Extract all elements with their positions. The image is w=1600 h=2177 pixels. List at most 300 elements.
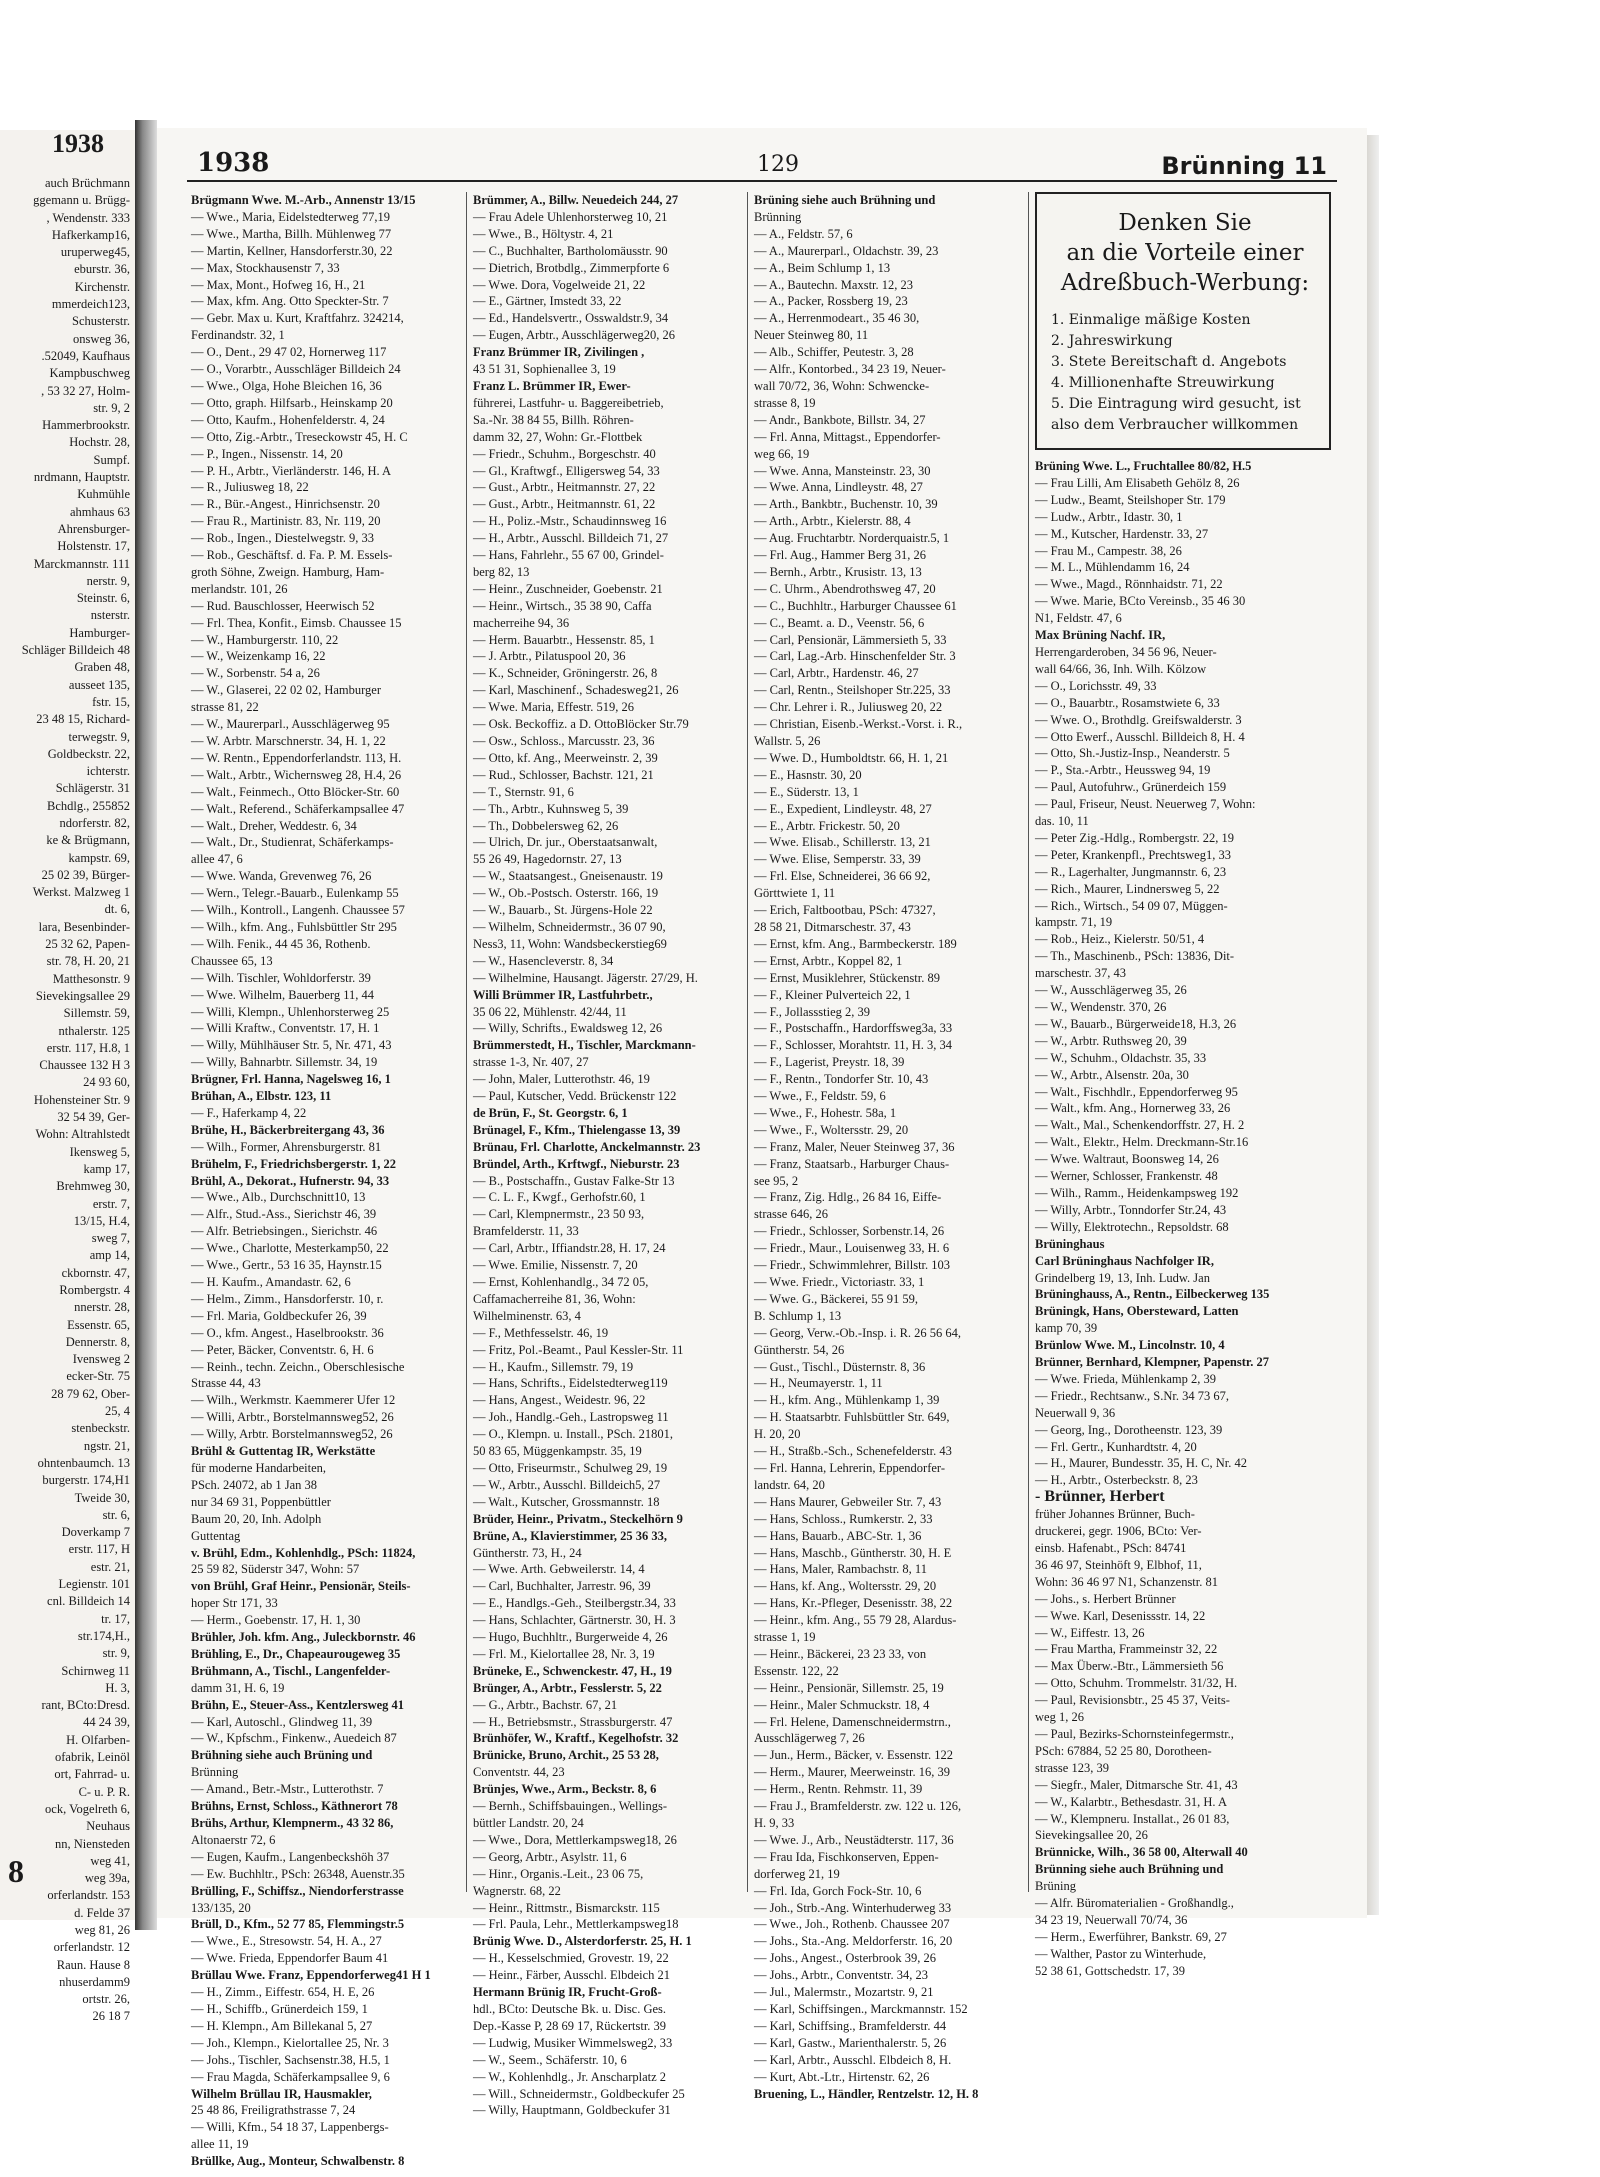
directory-entry-line: — Willy, Arbtr. Borstelmannsweg52, 26 xyxy=(191,1427,393,1442)
directory-entry-line: — Wwe. Waltraut, Boonsweg 14, 26 xyxy=(1035,1152,1219,1167)
left-fragment-line: Schlägerstr. 31 xyxy=(55,781,130,796)
left-fragment-line: C- u. P. R. xyxy=(78,1784,130,1799)
left-fragment-line: str. 9, xyxy=(102,1646,130,1661)
directory-entry-line: — F., Rentn., Tondorfer Str. 10, 43 xyxy=(754,1072,929,1087)
directory-entry-line: — Ludw., Beamt, Steilshoper Str. 179 xyxy=(1035,492,1226,507)
column-2 xyxy=(473,192,741,2119)
left-fragment-line: Steinstr. 6, xyxy=(76,591,130,606)
directory-entry-line: — T., Sternstr. 91, 6 xyxy=(473,784,574,799)
directory-entry-line: — Joh., Strb.-Ang. Winterhuderweg 33 xyxy=(754,1900,952,1915)
left-fragment-line: Dennerstr. 8, xyxy=(65,1334,130,1349)
directory-entry-line: — Georg, Verw.-Ob.-Insp. i. R. 26 56 64, xyxy=(754,1325,962,1340)
directory-entry-line: — Wwe. Wilhelm, Bauerberg 11, 44 xyxy=(191,987,375,1002)
directory-entry-line: — Jun., Herm., Bäcker, v. Essenstr. 122 xyxy=(754,1748,954,1763)
page-edge xyxy=(1367,135,1379,1915)
directory-entry-line: — Gust., Arbtr., Heitmannstr. 61, 22 xyxy=(473,497,656,512)
directory-entry-line: — W., Eiffestr. 13, 26 xyxy=(1035,1625,1145,1640)
left-fragment-line: H. 3, xyxy=(105,1680,130,1695)
directory-entry-line: — Hans, kf. Ang., Woltersstr. 29, 20 xyxy=(754,1579,937,1594)
directory-entry-line: — Hans, Fahrlehr., 55 67 00, Grindel- xyxy=(473,548,664,563)
directory-entry-line: Franz Brümmer IR, Zivilingen , xyxy=(473,345,645,360)
directory-entry-line: 52 38 61, Gottschedstr. 17, 39 xyxy=(1035,1963,1185,1978)
column-divider xyxy=(1028,192,1029,1892)
directory-entry-line: wall 64/66, 36, Inh. Wilh. Kölzow xyxy=(1035,661,1207,676)
directory-entry-line: — C. L. F., Kwgf., Gerhofstr.60, 1 xyxy=(473,1190,646,1205)
left-fragment-line: rant, BCto:Dresd. xyxy=(41,1698,130,1713)
directory-entry-line: Brühelm, F., Friedrichsbergerstr. 1, 22 xyxy=(191,1156,396,1171)
directory-entry-line: H. 20, 20 xyxy=(754,1427,801,1442)
left-fragment-line: Hafkerkamp16, xyxy=(51,227,130,242)
directory-entry-line: — C., Beamt. a. D., Veenstr. 56, 6 xyxy=(754,615,925,630)
directory-entry-line: — Wwe., Maria, Eidelstedterweg 77,19 xyxy=(191,209,391,224)
directory-entry-line: — A., Packer, Rossberg 19, 23 xyxy=(754,294,908,309)
directory-entry-line: — Franz, Zig. Hdlg., 26 84 16, Eiffe- xyxy=(754,1190,942,1205)
directory-entry-line: — Walt., Arbtr., Wichernsweg 28, H.4, 26 xyxy=(191,767,402,782)
directory-entry-line: — R., Bür.-Angest., Hinrichsenstr. 20 xyxy=(191,497,380,512)
left-fragment-line: ortstr. 26, xyxy=(82,1992,130,2007)
directory-entry-line: — Frl. Ida, Gorch Fock-Str. 10, 6 xyxy=(754,1883,922,1898)
directory-entry-line: — Gust., Arbtr., Heitmannstr. 27, 22 xyxy=(473,480,656,495)
left-fragment-line: ke & Brügmann, xyxy=(46,833,130,848)
left-fragment-line: str.174,H., xyxy=(77,1628,130,1643)
directory-entry-line: — Hugo, Buchhltr., Burgerweide 4, 26 xyxy=(473,1630,668,1645)
directory-entry-line: — H., Neumayerstr. 1, 11 xyxy=(754,1376,883,1391)
directory-entry-line: — Otto Ewerf., Ausschl. Billdeich 8, H. 4 xyxy=(1035,729,1245,744)
directory-entry-line: — Friedr., Schwimmlehrer, Billstr. 103 xyxy=(754,1258,951,1273)
left-fragment-line: Rombergstr. 4 xyxy=(59,1283,130,1297)
directory-entry-line: — Werner, Schlosser, Frankenstr. 48 xyxy=(1035,1169,1218,1184)
directory-entry-line: — Martin, Kellner, Hansdorferstr.30, 22 xyxy=(191,243,393,258)
directory-entry-line: Wilhelminenstr. 63, 4 xyxy=(473,1308,581,1323)
directory-entry-line: — M. L., Mühlendamm 16, 24 xyxy=(1035,560,1190,575)
left-fragment-line: stenbeckstr. xyxy=(71,1421,130,1436)
directory-entry-line: — W. Rentn., Eppendorferlandstr. 113, H. xyxy=(191,750,402,765)
directory-entry-line: — R., Juliusweg 18, 22 xyxy=(191,480,309,495)
directory-entry-line: Brühn, E., Steuer-Ass., Kentzlersweg 41 xyxy=(191,1697,405,1712)
directory-entry-line: — W., Arbtr. Ruthsweg 20, 39 xyxy=(1035,1033,1187,1048)
directory-entry-line: — Heinr., Wirtsch., 35 38 90, Caffa xyxy=(473,598,652,613)
directory-entry-line: — Hans, Schrifts., Eidelstedterweg119 xyxy=(473,1376,668,1391)
left-fragment-line: Hohensteiner Str. 9 xyxy=(33,1092,130,1107)
ad-points xyxy=(1051,310,1319,436)
directory-entry-line: Brüning xyxy=(1035,1879,1076,1894)
directory-entry-line: — Frau Ida, Fischkonserven, Eppen- xyxy=(754,1849,939,1864)
left-fragment-line: Sumpf. xyxy=(93,452,130,467)
directory-entry-line: — Eugen, Kaufm., Langenbeckshöh 37 xyxy=(191,1849,390,1864)
directory-entry-line: — Heinr., Färber, Ausschl. Elbdeich 21 xyxy=(473,1968,671,1983)
left-fragment-line: Kuhmühle xyxy=(77,487,130,502)
directory-entry-line: — Wilh., Kontroll., Langenh. Chaussee 57 xyxy=(191,903,405,918)
left-fragment-line: 44 24 39, xyxy=(83,1715,130,1730)
directory-entry-line: — Reinh., techn. Zeichn., Oberschlesische xyxy=(191,1359,405,1374)
directory-entry-line: Brühan, A., Elbstr. 123, 11 xyxy=(191,1089,332,1104)
directory-entry-line: — W., Weizenkamp 16, 22 xyxy=(191,649,326,664)
directory-entry-line: — Ulrich, Dr. jur., Oberstaatsanwalt, xyxy=(473,835,658,850)
left-fragment-line: Chaussee 132 H 3 xyxy=(39,1058,130,1073)
directory-entry-line: — Wwe. Anna, Lindleystr. 48, 27 xyxy=(754,480,923,495)
left-fragment-line: ecker-Str. 75 xyxy=(66,1369,130,1384)
left-fragment-line: Schirnweg 11 xyxy=(61,1663,130,1678)
directory-entry-line: — Wwe. Anna, Mansteinstr. 23, 30 xyxy=(754,463,931,478)
directory-entry-line: — A., Feldstr. 57, 6 xyxy=(754,226,853,241)
directory-entry-line: — Karl, Schiffsing., Bramfelderstr. 44 xyxy=(754,2018,947,2033)
directory-entry-line: — Wwe., F., Hohestr. 58a, 1 xyxy=(754,1105,897,1120)
directory-entry-line: — W., Kohlenhdlg., Jr. Anscharplatz 2 xyxy=(473,2069,667,2084)
directory-entry-line: Brüninghauss, A., Rentn., Eilbeckerweg 135 xyxy=(1035,1287,1270,1302)
directory-entry-line: landstr. 64, 20 xyxy=(754,1477,825,1492)
directory-entry-line: Hermann Brünig IR, Frucht-Groß- xyxy=(473,1985,662,2000)
directory-entry-line: — Osw., Schloss., Marcusstr. 23, 36 xyxy=(473,734,655,748)
directory-entry-line: — Carl, Pensionär, Lämmersieth 5, 33 xyxy=(754,632,947,647)
directory-entry-line: — F., Haferkamp 4, 22 xyxy=(191,1105,307,1120)
header-year: 1938 xyxy=(197,148,270,178)
directory-entry-line: — Frau Adele Uhlenhorsterweg 10, 21 xyxy=(473,209,668,224)
directory-entry-line: früher Johannes Brünner, Buch- xyxy=(1035,1507,1195,1522)
directory-entry-line: Brümmerstedt, H., Tischler, Marckmann- xyxy=(473,1038,696,1053)
directory-page xyxy=(157,128,1367,2169)
directory-entry-line: — Ernst, kfm. Ang., Barmbeckerstr. 189 xyxy=(754,936,957,951)
left-fragment-line: Ahrensburger- xyxy=(57,521,130,536)
left-fragment-line: cnl. Billdeich 14 xyxy=(47,1594,130,1609)
left-fragment-line: , Wendenstr. 333 xyxy=(46,210,130,225)
directory-entry-line: — H., kfm. Ang., Mühlenkamp 1, 39 xyxy=(754,1393,940,1408)
directory-entry-line: — Wilh. Fenik., 44 45 36, Rothenb. xyxy=(191,936,371,951)
directory-entry-line: Baum 20, 20, Inh. Adolph xyxy=(191,1511,322,1526)
directory-entry-line: — Joh., Handlg.-Geh., Lastropsweg 11 xyxy=(473,1410,669,1425)
directory-entry-line: Brünicke, Bruno, Archit., 25 53 28, xyxy=(473,1748,659,1763)
left-fragment-line: weg 81, 26 xyxy=(74,1922,130,1937)
directory-entry-line: — Paul, Revisionsbtr., 25 45 37, Veits- xyxy=(1035,1693,1230,1708)
directory-entry-line: — W., Maurerparl., Ausschlägerweg 95 xyxy=(191,717,390,732)
directory-entry-line: berg 82, 13 xyxy=(473,564,530,579)
left-fragment-line: Ikensweg 5, xyxy=(69,1144,130,1159)
directory-entry-line: — W., Hasencleverstr. 8, 34 xyxy=(473,953,614,968)
directory-entry-line: — Hinr., Organis.-Leit., 23 06 75, xyxy=(473,1866,644,1881)
left-fragment-line: ngstr. 21, xyxy=(83,1438,130,1453)
directory-entry-line: — W. Arbtr. Marschnerstr. 34, H. 1, 22 xyxy=(191,734,386,748)
left-fragment-line: erstr. 117, H.8, 1 xyxy=(46,1040,130,1055)
directory-entry-line: — Heinr., Zuschneider, Goebenstr. 21 xyxy=(473,581,663,596)
column-4 xyxy=(1035,192,1331,1980)
directory-entry-line: — Walt., Referend., Schäferkampsallee 47 xyxy=(191,801,405,816)
directory-entry-line: — Ludw., Arbtr., Idastr. 30, 1 xyxy=(1035,509,1183,524)
directory-entry-line: — Arth., Arbtr., Kielerstr. 88, 4 xyxy=(754,514,911,529)
directory-entry-line: Brünnicke, Wilh., 36 58 00, Alterwall 40 xyxy=(1035,1845,1248,1860)
left-fragment-line: 25 32 62, Papen- xyxy=(45,937,130,952)
directory-entry-line: merlandstr. 101, 26 xyxy=(191,581,288,596)
directory-entry-line: — Walt., Kutscher, Grossmannstr. 18 xyxy=(473,1494,660,1509)
left-fragment-line: Neuhaus xyxy=(86,1819,130,1834)
column-divider xyxy=(466,192,467,1892)
directory-entry-line: strasse 1, 19 xyxy=(754,1630,816,1645)
directory-entry-line: — Johs., Tischler, Sachsenstr.38, H.5, 1 xyxy=(191,2052,390,2067)
directory-entry-line: Brünning xyxy=(754,209,802,224)
directory-entry-line: allee 11, 19 xyxy=(191,2137,249,2152)
directory-entry-line: — Alfr. Betriebsingen., Sierichstr. 46 xyxy=(191,1224,378,1239)
directory-entry-line: — W., Arbtr., Alsenstr. 20a, 30 xyxy=(1035,1067,1189,1082)
directory-entry-line: — Herm., Ewerführer, Bankstr. 69, 27 xyxy=(1035,1929,1227,1944)
directory-entry-line: — Wwe., Olga, Hohe Bleichen 16, 36 xyxy=(191,378,382,393)
directory-entry-line: — Frl. Helene, Damenschneidermstrn., xyxy=(754,1714,951,1729)
directory-entry-line: — Wwe. Dora, Vogelweide 21, 22 xyxy=(473,277,646,292)
directory-entry-line: — O., Klempn. u. Install., PSch. 21801, xyxy=(473,1427,673,1442)
left-fragment-line: lara, Besenbinder- xyxy=(38,919,130,934)
directory-entry-line: — Paul, Friseur, Neust. Neuerweg 7, Wohn: xyxy=(1035,797,1256,812)
directory-entry-line: — Heinr., Bäckerei, 23 23 33, von xyxy=(754,1646,927,1661)
directory-entry-line: — Walt., Fischhdlr., Eppendorferweg 95 xyxy=(1035,1084,1238,1099)
left-fragment-line: Tweide 30, xyxy=(74,1490,130,1505)
directory-entry-line: — H., Arbtr., Ausschl. Billdeich 71, 27 xyxy=(473,531,669,546)
ad-point: 5. Die Eintragung wird gesucht, ist also dem Verbraucher willkommen xyxy=(1051,396,1301,433)
directory-entry-line: Brüning Wwe. L., Fruchtallee 80/82, H.5 xyxy=(1035,459,1252,473)
directory-entry-line: — C. Uhrm., Abendrothsweg 47, 20 xyxy=(754,581,936,596)
directory-entry-line: — Wwe. Wanda, Grevenweg 76, 26 xyxy=(191,869,372,884)
directory-entry-line: — Eugen, Arbtr., Ausschlägerweg20, 26 xyxy=(473,328,676,343)
directory-entry-line: — Wwe., Joh., Rothenb. Chaussee 207 xyxy=(754,1917,950,1932)
directory-entry-line: — Heinr., Pensionär, Sillemstr. 25, 19 xyxy=(754,1680,944,1695)
directory-entry-line: wall 70/72, 36, Wohn: Schwencke- xyxy=(754,378,930,393)
directory-entry-line: — Hans, Bauarb., ABC-Str. 1, 36 xyxy=(754,1528,922,1543)
directory-entry-line: — Jul., Malermstr., Mozartstr. 9, 21 xyxy=(754,1985,934,2000)
left-fragment-line: 24 93 60, xyxy=(83,1075,130,1090)
directory-entry-line: — Willy, Bahnarbtr. Sillemstr. 34, 19 xyxy=(191,1055,378,1070)
directory-entry-line: — Wwe. Marie, BCto Vereinsb., 35 46 30 xyxy=(1035,594,1246,609)
directory-entry-line: — Carl, Klempnermstr., 23 50 93, xyxy=(473,1207,645,1222)
directory-entry-line: — Carl, Lag.-Arb. Hinschenfelder Str. 3 xyxy=(754,649,956,664)
directory-entry-line: — Carl, Arbtr., Iffiandstr.28, H. 17, 24 xyxy=(473,1241,666,1256)
directory-entry-line: Ausschlägerweg 7, 26 xyxy=(754,1731,865,1746)
directory-entry-line: — Wwe., E., Stresowstr. 54, H. A., 27 xyxy=(191,1934,382,1949)
directory-entry-line: Grindelberg 19, 13, Inh. Ludw. Jan xyxy=(1035,1270,1210,1285)
directory-entry-line: — Kurt, Abt.-Ltr., Hirtenstr. 62, 26 xyxy=(754,2069,930,2084)
directory-entry-line: — H., Betriebsmstr., Strassburgerstr. 47 xyxy=(473,1714,673,1729)
directory-entry-line: — Otto, Kaufm., Hohenfelderstr. 4, 24 xyxy=(191,412,385,427)
directory-entry-line: Strasse 44, 43 xyxy=(191,1376,261,1391)
directory-entry-line: Dep.-Kasse P, 28 69 17, Rückertstr. 39 xyxy=(473,2018,667,2033)
directory-entry-line: — Willy, Elektrotechn., Repsoldstr. 68 xyxy=(1035,1219,1229,1234)
directory-entry-line: — F., Lagerist, Preystr. 18, 39 xyxy=(754,1055,905,1070)
left-fragment-line: Hammerbrookstr. xyxy=(42,418,130,433)
directory-entry-line: — Georg, Ing., Dorotheenstr. 123, 39 xyxy=(1035,1422,1223,1437)
directory-entry-line: — Wilh., Ramm., Heidenkampsweg 192 xyxy=(1035,1185,1239,1200)
directory-entry-line: büttler Landstr. 20, 24 xyxy=(473,1816,584,1830)
directory-entry-line: Caffamacherreihe 81, 36, Wohn: xyxy=(473,1291,636,1306)
directory-entry-line: — O., Lorichsstr. 49, 33 xyxy=(1035,678,1157,693)
left-fragment-line: terwegstr. 9, xyxy=(68,729,130,744)
directory-entry-line: — Ludwig, Musiker Wimmelsweg2, 33 xyxy=(473,2035,673,2050)
directory-entry-line: — A., Herrenmodeart., 35 46 30, xyxy=(754,311,920,326)
directory-entry-line: damm 31, H. 6, 19 xyxy=(191,1680,285,1695)
left-fragment-line: ndorferstr. 82, xyxy=(59,815,130,830)
directory-entry-line: führerei, Lastfuhr- u. Baggereibetrieb, xyxy=(473,395,664,410)
directory-entry-line: Brühling, E., Dr., Chapeaurougeweg 35 xyxy=(191,1646,401,1661)
directory-entry-line: — H. Staatsarbtr. Fuhlsbüttler Str. 649, xyxy=(754,1410,950,1425)
left-fragment-line: onsweg 36, xyxy=(73,331,130,346)
directory-entry-line: — H., Straßb.-Sch., Schenefelderstr. 43 xyxy=(754,1444,952,1459)
directory-entry-line: — H., Zimm., Eiffestr. 654, H. E, 26 xyxy=(191,1985,375,2000)
directory-entry-line: — E., Süderstr. 13, 1 xyxy=(754,784,859,799)
directory-entry-line: — C., Buchhalter, Bartholomäusstr. 90 xyxy=(473,243,668,258)
directory-entry-line: für moderne Handarbeiten, xyxy=(191,1460,327,1475)
left-fragment-line: , 53 32 27, Holm- xyxy=(41,383,130,398)
directory-entry-line: — M., Kutscher, Hardenstr. 33, 27 xyxy=(1035,526,1209,541)
left-fragment-line: Ivensweg 2 xyxy=(72,1352,130,1367)
directory-entry-line: — H. Kaufm., Amandastr. 62, 6 xyxy=(191,1275,351,1289)
directory-entry-line: — Alfr., Stud.-Ass., Sierichstr 46, 39 xyxy=(191,1207,377,1222)
directory-entry-line: — Carl, Rentn., Steilshoper Str.225, 33 xyxy=(754,683,951,698)
directory-entry-line: Brünner, Bernhard, Klempner, Papenstr. 27 xyxy=(1035,1355,1270,1370)
left-fragment-line: 26 18 7 xyxy=(92,2009,130,2024)
directory-entry-line: Güntherstr. 73, H., 24 xyxy=(473,1545,582,1560)
directory-entry-line: — Alfr. Büromaterialien - Großhandlg., xyxy=(1035,1896,1234,1911)
directory-entry-line: — Walther, Pastor zu Winterhude, xyxy=(1035,1946,1207,1961)
directory-entry-line: — Ernst, Arbtr., Koppel 82, 1 xyxy=(754,953,903,968)
directory-entry-line: — H., Kesselschmied, Grovestr. 19, 22 xyxy=(473,1951,669,1966)
ad-headline xyxy=(1051,208,1319,298)
directory-entry-line: strasse 1-3, Nr. 407, 27 xyxy=(473,1055,589,1070)
advertisement-box xyxy=(1035,192,1331,450)
directory-entry-line: — Frl. Maria, Goldbeckufer 26, 39 xyxy=(191,1308,367,1323)
directory-entry-line: Brülling, F., Schiffsz., Niendorferstrasse xyxy=(191,1883,404,1898)
directory-entry-line: — E., Handlgs.-Geh., Steilbergstr.34, 33 xyxy=(473,1596,676,1611)
ad-headline-line: Denken Sie xyxy=(1118,210,1252,236)
directory-entry-line: Brünlow Wwe. M., Lincolnstr. 10, 4 xyxy=(1035,1338,1225,1353)
left-fragment-line: Hamburger- xyxy=(69,625,130,640)
directory-entry-line: — H., Arbtr., Osterbeckstr. 8, 23 xyxy=(1035,1473,1198,1488)
directory-entry-line: — Frl. Gertr., Kunhardtstr. 4, 20 xyxy=(1035,1439,1197,1454)
left-fragment-line: 32 54 39, Ger- xyxy=(57,1110,130,1125)
directory-entry-line: — Wwe. Elise, Semperstr. 33, 39 xyxy=(754,852,921,867)
directory-entry-line: — F., Schlosser, Morahtstr. 11, H. 3, 34 xyxy=(754,1038,953,1053)
directory-entry-line: — Christian, Eisenb.-Werkst.-Vorst. i. R., xyxy=(754,717,963,732)
directory-entry-line: — Herm., Rentn. Rehmstr. 11, 39 xyxy=(754,1782,923,1797)
directory-entry-line: — Willi, Kfm., 54 18 37, Lappenbergs- xyxy=(191,2120,389,2135)
directory-entry-line: 35 06 22, Mühlenstr. 42/44, 11 xyxy=(473,1004,627,1019)
left-fragment-line: Kampbuschweg xyxy=(49,366,130,381)
left-fragment-line: 13/15, H.4, xyxy=(73,1213,130,1228)
directory-entry-line: — Wwe. J., Arb., Neustädterstr. 117, 36 xyxy=(754,1832,954,1847)
ad-headline-line: Adreßbuch-Werbung: xyxy=(1060,270,1310,296)
directory-entry-line: — Otto, Sh.-Justiz-Insp., Neanderstr. 5 xyxy=(1035,746,1230,761)
directory-entry-line: — Joh., Klempn., Kielortallee 25, Nr. 3 xyxy=(191,2035,389,2050)
directory-entry-line: — Wwe. Friedr., Victoriastr. 33, 1 xyxy=(754,1275,925,1289)
left-fragment-line: estr. 21, xyxy=(90,1559,130,1574)
directory-entry-line: — Friedr., Schuhm., Borgeschstr. 40 xyxy=(473,446,656,461)
directory-entry-line: — Wwe. Elisab., Schillerstr. 13, 21 xyxy=(754,835,931,850)
directory-entry-line: — W., Kpfschm., Finkenw., Auedeich 87 xyxy=(191,1731,397,1746)
directory-entry-line: — Wilhelm, Schneidermstr., 36 07 90, xyxy=(473,919,666,934)
directory-entry-line: Brünau, Frl. Charlotte, Anckelmannstr. 23 xyxy=(473,1139,701,1154)
directory-entry-line: — Walt., Mal., Schenkendorffstr. 27, H. 2 xyxy=(1035,1118,1245,1133)
directory-entry-line: — Johs., Arbtr., Conventstr. 34, 23 xyxy=(754,1968,928,1983)
directory-entry-line: — Alb., Schiffer, Peutestr. 3, 28 xyxy=(754,345,914,360)
directory-entry-line: Brümmer, A., Billw. Neuedeich 244, 27 xyxy=(473,193,679,207)
left-fragment-line: dt. 6, xyxy=(104,902,130,917)
left-fragment-line: eburstr. 36, xyxy=(74,262,130,277)
directory-entry-line: — Georg, Arbtr., Asylstr. 11, 6 xyxy=(473,1849,627,1864)
directory-entry-line: Carl Brüninghaus Nachfolger IR, xyxy=(1035,1253,1214,1268)
left-fragment-line: str. 6, xyxy=(102,1507,130,1522)
directory-entry-line: — Frl. Else, Schneiderei, 36 66 92, xyxy=(754,869,931,884)
directory-entry-line: — Wilh., kfm. Ang., Fuhlsbüttler Str 295 xyxy=(191,919,397,934)
directory-entry-line: 43 51 31, Sophienallee 3, 19 xyxy=(473,362,616,377)
directory-entry-line: Altonaerstr 72, 6 xyxy=(191,1832,276,1847)
directory-entry-line: marschestr. 37, 43 xyxy=(1035,966,1126,981)
directory-entry-line: Sa.-Nr. 38 84 55, Billh. Röhren- xyxy=(473,412,634,427)
directory-entry-line: — Rud., Schlosser, Bachstr. 121, 21 xyxy=(473,767,654,782)
directory-entry-line: Brühl, A., Dekorat., Hufnerstr. 94, 33 xyxy=(191,1173,390,1188)
directory-entry-line: — Hans, Maler, Rambachstr. 8, 11 xyxy=(754,1562,927,1577)
left-fragment-line: Wohn: Altrahlstedt xyxy=(35,1127,130,1142)
directory-entry-line: Brügner, Frl. Hanna, Nagelsweg 16, 1 xyxy=(191,1072,391,1087)
directory-entry-line: — Friedr., Schlosser, Sorbenstr.14, 26 xyxy=(754,1224,945,1239)
left-fragment-line: auch Brüchmann xyxy=(44,176,130,190)
directory-entry-line: — Aug. Fruchtarbtr. Norderquaistr.5, 1 xyxy=(754,531,950,546)
directory-entry-line: — Hans, Schloss., Rumkerstr. 2, 33 xyxy=(754,1511,933,1526)
left-fragment-line: fstr. 15, xyxy=(92,694,130,709)
directory-entry-line: — E., Gärtner, Imstedt 33, 22 xyxy=(473,294,622,309)
directory-entry-line: — Hans, Schlachter, Gärtnerstr. 30, H. 3 xyxy=(473,1613,676,1628)
directory-entry-line: — Wilh. Tischler, Wohldorferstr. 39 xyxy=(191,970,371,985)
directory-entry-line: Brüneke, E., Schwenckestr. 47, H., 19 xyxy=(473,1663,672,1678)
directory-entry-line: 34 23 19, Neuerwall 70/74, 36 xyxy=(1035,1912,1188,1927)
directory-entry-line: kampstr. 71, 19 xyxy=(1035,915,1113,930)
directory-entry-line: — Wilh., Former, Ahrensburgerstr. 81 xyxy=(191,1139,382,1154)
column-divider xyxy=(747,192,748,1892)
directory-entry-line: — O., kfm. Angest., Haselbrookstr. 36 xyxy=(191,1325,384,1340)
directory-entry-line: Brünger, A., Arbtr., Fesslerstr. 5, 22 xyxy=(473,1680,662,1695)
directory-entry-line: Ferdinandstr. 32, 1 xyxy=(191,328,285,343)
directory-entry-line: — Wwe., F., Woltersstr. 29, 20 xyxy=(754,1122,909,1137)
directory-entry-line: 36 46 97, Steinhöft 9, Elbhof, 11, xyxy=(1035,1557,1202,1572)
directory-entry-line: Franz L. Brümmer IR, Ewer- xyxy=(473,378,631,393)
directory-entry-line: — O., Vorarbtr., Ausschläger Billdeich 24 xyxy=(191,362,401,377)
directory-entry-line: — Osk. Beckoffiz. a D. OttoBlöcker Str.79 xyxy=(473,717,689,732)
directory-entry-line: Wagnerstr. 68, 22 xyxy=(473,1883,561,1898)
directory-entry-line: — H., Maurer, Bundesstr. 35, H. C, Nr. 42 xyxy=(1035,1456,1247,1471)
directory-entry-line: — Bernh., Arbtr., Krusistr. 13, 13 xyxy=(754,564,922,579)
directory-entry-line: — Gl., Kraftwgf., Elligersweg 54, 33 xyxy=(473,463,660,478)
left-fragment-line: nsterstr. xyxy=(90,608,130,623)
left-fragment-line: 25, 4 xyxy=(105,1404,130,1419)
directory-entry-line: — W., Staatsangest., Gneisenaustr. 19 xyxy=(473,869,663,884)
directory-entry-line: — F., Postschaffn., Hardorffsweg3a, 33 xyxy=(754,1021,953,1036)
directory-entry-line: 50 83 65, Müggenkampstr. 35, 19 xyxy=(473,1444,642,1459)
directory-entry-line: strasse 646, 26 xyxy=(754,1207,828,1222)
directory-entry-line: Bründel, Arth., Krftwgf., Nieburstr. 23 xyxy=(473,1156,680,1171)
directory-entry-line: strasse 81, 22 xyxy=(191,700,259,715)
directory-entry-line: — Gebr. Max u. Kurt, Kraftfahrz. 324214, xyxy=(191,311,404,326)
directory-entry-line: — Walt., Dr., Studienrat, Schäferkamps- xyxy=(191,835,394,850)
directory-entry-line: Willi Brümmer IR, Lastfuhrbetr., xyxy=(473,987,653,1002)
directory-entry-line: — Amand., Betr.-Mstr., Lutterothstr. 7 xyxy=(191,1782,384,1797)
directory-entry-line: strasse 8, 19 xyxy=(754,395,816,410)
directory-entry-line: — Arth., Bankbtr., Buchenstr. 10, 39 xyxy=(754,497,938,512)
directory-entry-line: Brünning xyxy=(191,1765,239,1780)
directory-entry-line: Brühl & Guttentag IR, Werkstätte xyxy=(191,1444,376,1459)
left-fragment-line: Holstenstr. 17, xyxy=(57,539,130,554)
directory-entry-line: — W., Kalarbtr., Bethesdastr. 31, H. A xyxy=(1035,1794,1227,1809)
directory-entry-line: Herrengarderoben, 34 56 96, Neuer- xyxy=(1035,644,1217,659)
left-fragment-line: weg 41, xyxy=(90,1853,130,1868)
directory-entry-line: — A., Beim Schlump 1, 13 xyxy=(754,260,891,275)
directory-entry-line: — Wwe., F., Feldstr. 59, 6 xyxy=(754,1089,886,1104)
directory-entry-line: — Heinr., Rittmstr., Bismarckstr. 115 xyxy=(473,1900,660,1915)
directory-entry-line: — Th., Arbtr., Kuhnsweg 5, 39 xyxy=(473,801,629,816)
left-fragment-line: tr. 17, xyxy=(101,1611,130,1626)
directory-entry-line: — Frl. Thea, Konfit., Eimsb. Chaussee 15 xyxy=(191,615,402,630)
directory-entry-line: — W., Hamburgerstr. 110, 22 xyxy=(191,632,339,647)
